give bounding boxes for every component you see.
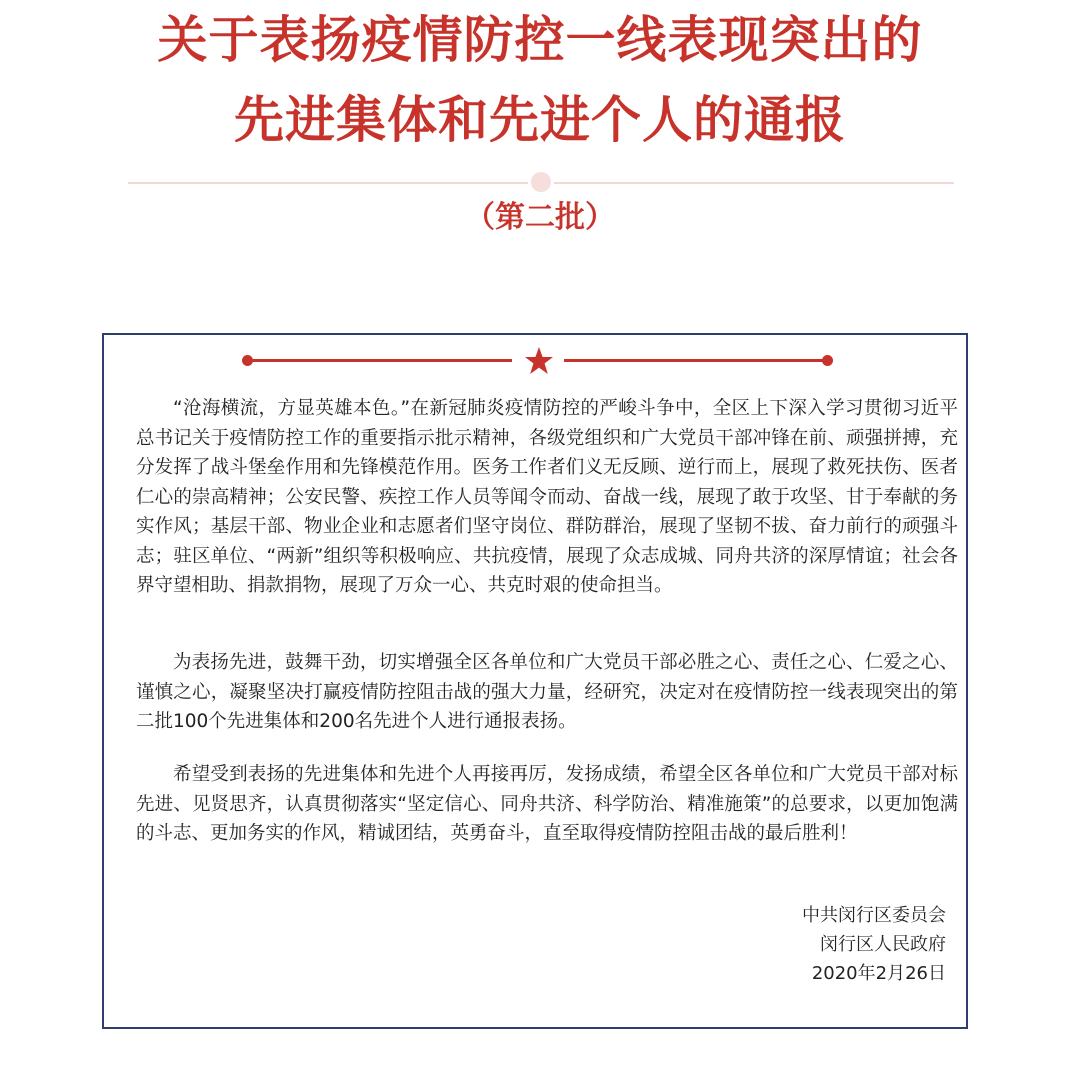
notice-paragraph: “沧海横流，方显英雄本色。”在新冠肺炎疫情防控的严峻斗争中，全区上下深入学习贯彻习近平总书记关于疫情防控工作的重要指示批示精神，各级党组织和广大党员干部冲锋在前、顽强拼搏，充分发挥了战斗堡垒作用和先锋模范作用。医务工作者们义无反顾、逆行而上，展现了救死扶伤、医者仁心的崇高精神；公安民警、疾控工作人员等闻令而动、奋战一线，展现了敢于攻坚、甘于奉献的务实作风；基层干部、物业企业和志愿者们坚守岗位、群防群治，展现了坚韧不拔、奋力前行的顽强斗志；驻区单位、“两新”组织等积极响应、共抗疫情，展现了众志成城、同舟共济的深厚情谊；社会各界守望相助、捐款捐物，展现了万众一心、共克时艰的使命担当。 bbox=[136, 398, 958, 596]
notice-paragraph: 希望受到表扬的先进集体和先进个人再接再厉，发扬成绩，希望全区各单位和广大党员干部对标先进、见贤思齐，认真贯彻落实“坚定信心、同舟共济、科学防治、精准施策”的总要求，以更加饱满的斗志、更加务实的作风，精诚团结，英勇奋斗，直至取得疫情防控阻击战的最后胜利！ bbox=[136, 764, 958, 844]
star-icon bbox=[524, 346, 554, 376]
signature-date: 2020年2月26日 bbox=[811, 963, 946, 984]
ornament-line-left bbox=[246, 359, 512, 362]
document-title-line-2: 先进集体和先进个人的通报 bbox=[234, 91, 846, 149]
title-divider-right bbox=[554, 182, 954, 184]
ornament-line-right bbox=[564, 359, 828, 362]
notice-paragraph: 为表扬先进，鼓舞干劲，切实增强全区各单位和广大党员干部必胜之心、责任之心、仁爱之心、谨慎之心，凝聚坚决打赢疫情防控阻击战的强大力量，经研究，决定对在疫情防控一线表现突出的第二批100个先进集体和200名先进个人进行通报表扬。 bbox=[136, 652, 958, 732]
signature-party-committee: 中共闵行区委员会 bbox=[802, 905, 946, 926]
batch-subtitle: （第二批） bbox=[465, 200, 615, 235]
signature-district-government: 闵行区人民政府 bbox=[820, 934, 946, 955]
document-title-line-1: 关于表扬疫情防控一线表现突出的 bbox=[157, 11, 923, 69]
ornament-dot-right bbox=[822, 355, 833, 366]
title-divider-dot bbox=[531, 172, 551, 192]
title-divider-left bbox=[128, 182, 528, 184]
